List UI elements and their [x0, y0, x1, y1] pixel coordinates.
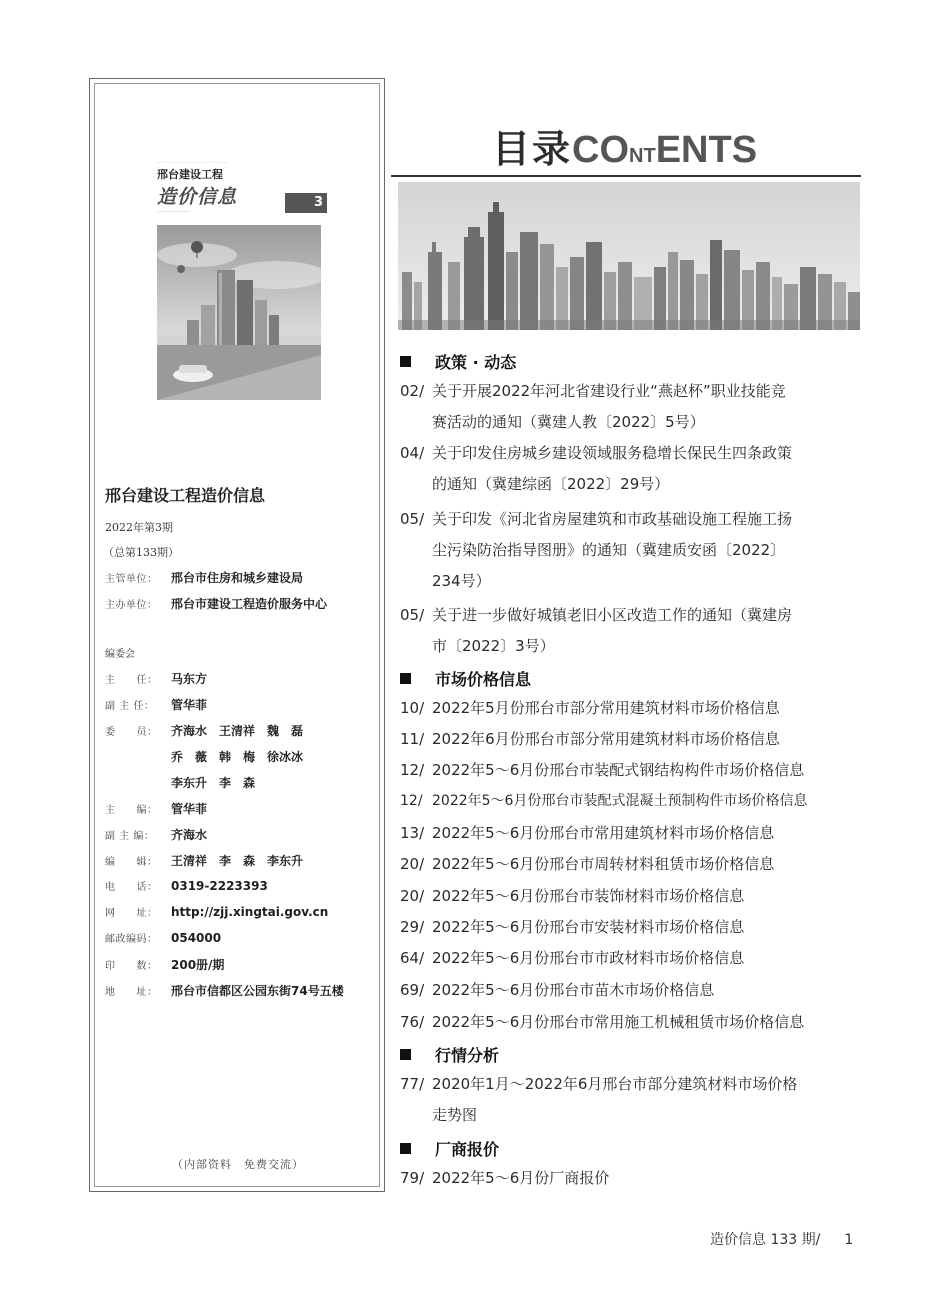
toc-entry-title: 2020年1月～2022年6月邢台市部分建筑材料市场价格	[432, 1075, 798, 1093]
address-row	[105, 982, 344, 999]
website-link[interactable]: http://zjj.xingtai.gov.cn	[171, 905, 329, 919]
toc-entry[interactable]	[400, 724, 780, 755]
toc-entry-title: 2022年5～6月份厂商报价	[432, 1169, 610, 1187]
cover-subtitle-strip: ··························	[157, 209, 191, 214]
bullet-square-icon	[400, 1049, 411, 1060]
print-count-label: 印 数：	[105, 961, 158, 972]
supervisor-value: 邢台市住房和城乡建设局	[171, 571, 304, 585]
toc-page-number: 12/	[400, 761, 425, 779]
director-label: 主 任：	[105, 675, 158, 686]
toc-entry-title: 关于开展2022年河北省建设行业“燕赵杯”职业技能竞	[432, 382, 786, 400]
cover-header-strip: ··································	[157, 160, 229, 166]
director-row	[105, 670, 207, 687]
address-value: 邢台市信都区公园东街74号五楼	[171, 984, 344, 998]
chief-editor-label: 主 编：	[105, 805, 158, 816]
title-rule	[391, 175, 861, 177]
address-label: 地 址：	[105, 987, 158, 998]
toc-entry-title: 2022年5～6月份邢台市装配式钢结构构件市场价格信息	[432, 761, 805, 779]
cover-photo	[157, 225, 321, 400]
toc-page-number: 05/	[400, 510, 425, 528]
members-value-row1: 齐海水 王清祥 魏 磊	[171, 724, 304, 738]
toc-entry-title: 关于印发住房城乡建设领域服务稳增长保民生四条政策	[432, 444, 793, 462]
members-row3	[171, 774, 255, 791]
cover-thumbnail	[157, 160, 327, 400]
sponsor-row	[105, 595, 327, 612]
phone-value: 0319-2223393	[171, 879, 268, 893]
section-heading-policy: 政策 · 动态	[400, 350, 516, 373]
deputy-editor-row	[105, 826, 207, 843]
print-count-value: 200册/期	[171, 958, 225, 972]
members-row	[105, 722, 303, 739]
toc-page-number: 29/	[400, 918, 425, 936]
supervisor-row	[105, 569, 303, 586]
chief-editor-value: 管华菲	[171, 802, 208, 816]
toc-page-number: 02/	[400, 382, 425, 400]
contents-title-en-part2: NT	[629, 145, 656, 167]
toc-entry[interactable]	[400, 912, 744, 943]
page-footer-number: 1	[844, 1232, 854, 1248]
skyline-banner	[398, 182, 860, 330]
contents-title-en-part1: CO	[572, 129, 630, 171]
editors-value: 王清祥 李 森 李东升	[171, 854, 304, 868]
toc-entry-title-cont: 的通知（冀建综函〔2022〕29号）	[432, 475, 670, 493]
toc-entry[interactable]	[400, 755, 804, 786]
toc-entry[interactable]	[400, 693, 780, 724]
committee-label: 编委会	[105, 649, 135, 660]
toc-entry-title: 2022年6月份邢台市部分常用建筑材料市场价格信息	[432, 730, 780, 748]
toc-page-number: 69/	[400, 981, 425, 999]
chief-editor-row	[105, 800, 207, 817]
total-issue-number: （总第133期）	[103, 546, 179, 559]
deputy-editor-value: 齐海水	[171, 828, 208, 842]
vice-director-label: 副 主 任：	[105, 701, 155, 712]
toc-entry[interactable]	[400, 1007, 804, 1038]
toc-entry-title: 2022年5～6月份邢台市市政材料市场价格信息	[432, 949, 745, 967]
vice-director-value: 管华菲	[171, 698, 208, 712]
sponsor-value: 邢台市建设工程造价服务中心	[171, 597, 328, 611]
toc-entry[interactable]	[400, 881, 744, 912]
toc-entry-title-cont: 市〔2022〕3号）	[432, 637, 555, 655]
contents-title-en-part3: ENTS	[655, 129, 758, 171]
toc-entry[interactable]	[400, 1163, 609, 1194]
toc-entry-title: 2022年5～6月份邢台市苗木市场价格信息	[432, 981, 715, 999]
toc-page-number: 04/	[400, 444, 425, 462]
editors-row	[105, 852, 303, 869]
toc-entry-title: 关于进一步做好城镇老旧小区改造工作的通知（冀建房	[432, 606, 793, 624]
toc-page-number: 11/	[400, 730, 425, 748]
contents-title	[492, 118, 757, 173]
toc-page-number: 13/	[400, 824, 425, 842]
phone-label: 电 话：	[105, 882, 158, 893]
page-footer	[710, 1229, 853, 1249]
section-heading-market-analysis: 行情分析	[400, 1043, 499, 1066]
editors-label: 编 辑：	[105, 857, 158, 868]
magazine-name: 邢台建设工程造价信息	[105, 486, 266, 505]
toc-page-number: 12/	[400, 793, 423, 809]
toc-entry-title: 2022年5月份邢台市部分常用建筑材料市场价格信息	[432, 699, 780, 717]
toc-page-number: 05/	[400, 606, 425, 624]
toc-page-number: 76/	[400, 1013, 425, 1031]
supervisor-label: 主管单位：	[105, 574, 158, 585]
phone-row	[105, 878, 268, 893]
website-label: 网 址：	[105, 908, 158, 919]
toc-page-number: 10/	[400, 699, 425, 717]
toc-entry-title: 2022年5～6月份邢台市常用施工机械租赁市场价格信息	[432, 1013, 805, 1031]
toc-entry[interactable]	[400, 376, 786, 438]
toc-page-number: 20/	[400, 855, 425, 873]
section-heading-market-price: 市场价格信息	[400, 667, 531, 690]
toc-entry[interactable]	[400, 1069, 797, 1131]
cover-title-line2: 造价信息	[157, 186, 238, 208]
toc-entry[interactable]	[400, 786, 807, 817]
toc-page-number: 79/	[400, 1169, 425, 1187]
issue-number: 2022年第3期	[105, 521, 173, 534]
toc-entry-title: 关于印发《河北省房屋建筑和市政基础设施工程施工扬	[432, 510, 793, 528]
bullet-square-icon	[400, 673, 411, 684]
website-row	[105, 904, 328, 919]
toc-page-number: 20/	[400, 887, 425, 905]
toc-entry-title-cont: 赛活动的通知（冀建人教〔2022〕5号）	[432, 413, 705, 431]
toc-entry[interactable]	[400, 943, 744, 974]
toc-entry-title: 2022年5～6月份邢台市装配式混凝土预制构件市场价格信息	[432, 793, 808, 809]
toc-page-number: 77/	[400, 1075, 425, 1093]
members-value-row3: 李东升 李 森	[171, 776, 256, 790]
toc-entry[interactable]	[400, 438, 792, 500]
director-value: 马东方	[171, 672, 208, 686]
page-footer-label: 造价信息 133 期/	[710, 1232, 821, 1248]
members-label: 委 员：	[105, 727, 158, 738]
cover-issue-badge: 3	[285, 193, 327, 213]
bullet-square-icon	[400, 1143, 411, 1154]
postcode-row	[105, 930, 221, 945]
section-heading-vendor-quotes: 厂商报价	[400, 1137, 499, 1160]
postcode-value: 054000	[171, 931, 222, 945]
toc-entry-title-cont: 234号）	[432, 572, 491, 590]
toc-entry[interactable]	[400, 600, 792, 662]
toc-entry-title: 2022年5～6月份邢台市周转材料租赁市场价格信息	[432, 855, 775, 873]
toc-entry[interactable]	[400, 818, 774, 849]
internal-material-note: （内部资料 免费交流）	[172, 1158, 304, 1171]
toc-entry[interactable]	[400, 975, 714, 1006]
vice-director-row	[105, 696, 207, 713]
members-value-row2: 乔 薇 韩 梅 徐冰冰	[171, 750, 304, 764]
bullet-square-icon	[400, 356, 411, 367]
contents-title-cn: 目录	[492, 126, 573, 171]
toc-entry-title: 2022年5～6月份邢台市装饰材料市场价格信息	[432, 887, 745, 905]
toc-entry-title-cont: 走势图	[432, 1106, 478, 1124]
toc-entry-title: 2022年5～6月份邢台市安装材料市场价格信息	[432, 918, 745, 936]
toc-entry-title: 2022年5～6月份邢台市常用建筑材料市场价格信息	[432, 824, 775, 842]
cover-title-line1: 邢台建设工程	[157, 168, 223, 181]
toc-entry-title-cont: 尘污染防治指导图册》的通知（冀建质安函〔2022〕	[432, 541, 786, 559]
deputy-editor-label: 副 主 编：	[105, 831, 155, 842]
postcode-label: 邮政编码：	[105, 934, 158, 945]
toc-entry[interactable]	[400, 504, 792, 597]
toc-entry[interactable]	[400, 849, 774, 880]
members-row2	[171, 748, 303, 765]
print-count-row	[105, 956, 224, 973]
sponsor-label: 主办单位：	[105, 600, 158, 611]
toc-page-number: 64/	[400, 949, 425, 967]
